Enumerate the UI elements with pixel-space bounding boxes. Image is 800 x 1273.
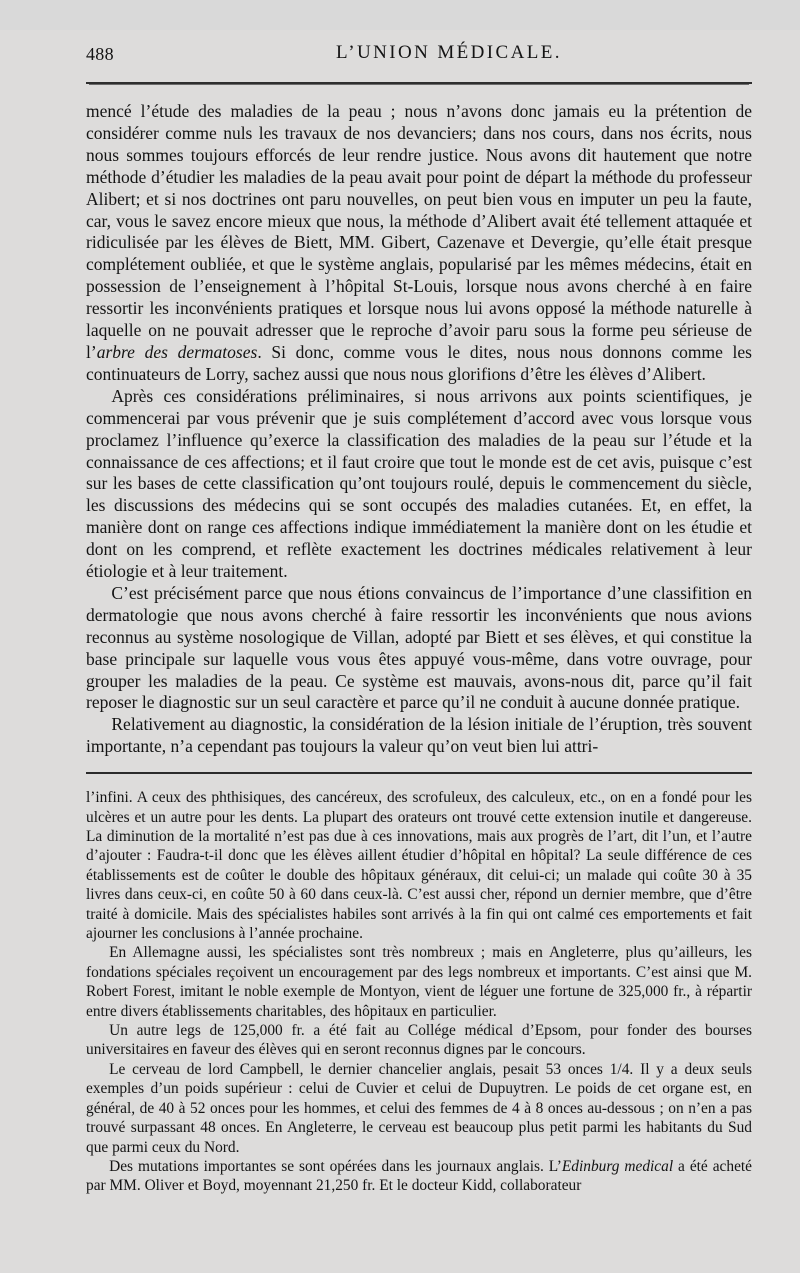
main-article-text [86,101,752,758]
paragraph-diagnosis: Relativement au diagnostic, la considération de la lésion initiale de l’éruption, très souvent importante, n’a cependant pas toujours la valeur qu’on veut bien lui attri- [86,714,752,757]
footnote-text: Des mutations importantes se sont opérées dans les journaux anglais. L’ [109,1157,562,1175]
paragraph-classification: C’est précisément parce que nous étions convaincus de l’importance d’une classifition en dermatologie que nous avons cherché à faire ressortir les inconvénients que nous avions reconnus au système nosologique de Villan, adopté par Biett et ses élèves, et qui constitue la base principale sur laquelle vous vous êtes appuyé vous-même, dans votre ouvrage, pour grouper les maladies de la peau. Ce système est mauvais, avons-nous dit, parce qu’il fait reposer le diagnostic sur un seul caractère et parce qu’il ne conduit à aucune donnée pratique. [86,582,752,713]
footnote-germany-england: En Allemagne aussi, les spécialistes sont très nombreux ; mais en Angleterre, plus qu’ailleurs, les fondations spéciales reçoivent un encouragement par des legs nombreux et importants. C’est ainsi que M. Robert Forest, imitant le noble exemple de Montyon, vient de léguer une fortune de 325,000 fr., à répartir entre divers établissements charitables, des hôpitaux en particulier. [86,944,752,1020]
footnote-epsom-bequest: Un autre legs de 125,000 fr. a été fait au Collége médical d’Epsom, pour fonder des bourses universitaires en faveur des élèves qui en seront reconnus dignes par le concours. [86,1022,752,1059]
italic-title: arbre des dermatoses [96,341,258,362]
footnote-text-tail: a été acheté par MM. Oliver et Boyd, moyennant 21,250 fr. Et le docteur Kidd, collaborateur [86,1157,753,1195]
paragraph-preliminary-considerations: Après ces considérations préliminaires, si nous arrivons aux points scientifiques, je commencerai par vous prévenir que je suis complétement d’accord avec vous lorsque vous proclamez l’influence qu’exerce la classification des maladies de la peau sur l’étude et la connaissance de ces affections; et il faut croire que tout le monde est de cet avis, puisque c’est sur les bases de cette classification qu’ont toujours roulé, depuis le commencement du siècle, les discussions des médecins qui se sont occupés des maladies cutanées. Et, en effet, la manière dont on range ces affections indique immédiatement la manière dont on les étudie et dont on les comprend, et reflète exactement les doctrines médicales relativement à leur étiologie et à leur traitement. [86,385,752,582]
footnote-journal-mutations [86,1157,752,1196]
journal-page [0,30,800,1273]
page-header [86,30,752,84]
footnote-separator [86,772,752,774]
footnote-hospital-specialists: l’infini. A ceux des phthisiques, des cancéreux, des scrofuleux, des calculeux, etc., on en a fondé pour les ulcères et un autre pour les dents. La plupart des orateurs ont trouvé cette extension inutile et dangereuse. La diminution de la mortalité n’est pas due à ces innovations, mais aux progrès de l’art, dit l’un, et l’autre d’ajouter : Faudra-t-il donc que les élèves aillent étudier d’hôpital en hôpital? La seule différence de ces établissements est de coûter le double des hôpitaux généraux, dit celui-ci; un malade qui coûte 30 à 35 livres dans ceux-ci, en coûte 50 à 60 dans ceux-là. C’est aussi cher, répond un dernier membre, que d’être traité à domicile. Mais des spécialistes habiles sont arrivés à la fin qui ont calmé ces emportements et fait ajourner les conclusions à l’année prochaine. [86,789,752,943]
italic-journal-title: Edinburg medical [561,1157,674,1175]
paragraph-text: mencé l’étude des maladies de la peau ; nous n’avons donc jamais eu la prétention de considérer comme nuls les travaux de nos devanciers; dans nos cours, dans nos écrits, nous nous sommes toujours efforcés de leur rendre justice. Nous avons dit hautement que notre méthode d’étudier les maladies de la peau avait pour point de départ la méthode du professeur Alibert; et si nos doctrines ont paru nouvelles, on peut bien vous en imputer un peu la faute, car, vous le savez encore mieux que nous, la méthode d’Alibert avait été tellement attaquée et ridiculisée par les élèves de Biett, MM. Gibert, Cazenave et Devergie, qu’elle était presque complétement oubliée, et que le système anglais, popularisé par les mêmes médecins, était en possession de l’enseignement à l’hôpital St-Louis, lorsque nous avons cherché à en faire ressortir les inconvénients pratiques et lorsque nous lui avons opposé la méthode naturelle à laquelle on ne pouvait adresser que le reproche d’avoir paru sous la forme peu sérieuse de l’ [86,101,752,362]
footnotes-section [86,788,752,1196]
footnote-brain-weight: Le cerveau de lord Campbell, le dernier chancelier anglais, pesait 53 onces 1/4. Il y a deux seuls exemples d’un poids supérieur : celui de Cuvier et celui de Dupuytren. Le poids de cet organe est, en général, de 40 à 52 onces pour les hommes, et celui des femmes de 4 à 8 onces au-dessous ; on n’en a pas trouvé surpassant 48 onces. En Angleterre, le cerveau est beaucoup plus petit parmi les habitants du Sud que parmi ceux du Nord. [86,1060,752,1156]
paragraph-continued-introduction [86,101,752,386]
running-head: L’UNION MÉDICALE. [336,42,562,63]
page-number: 488 [86,44,114,64]
paragraph-text-tail: . Si donc, comme vous le dites, nous nous donnons comme les continuateurs de Lorry, sachez aussi que nous nous glorifions d’être les élèves d’Alibert. [86,341,752,384]
